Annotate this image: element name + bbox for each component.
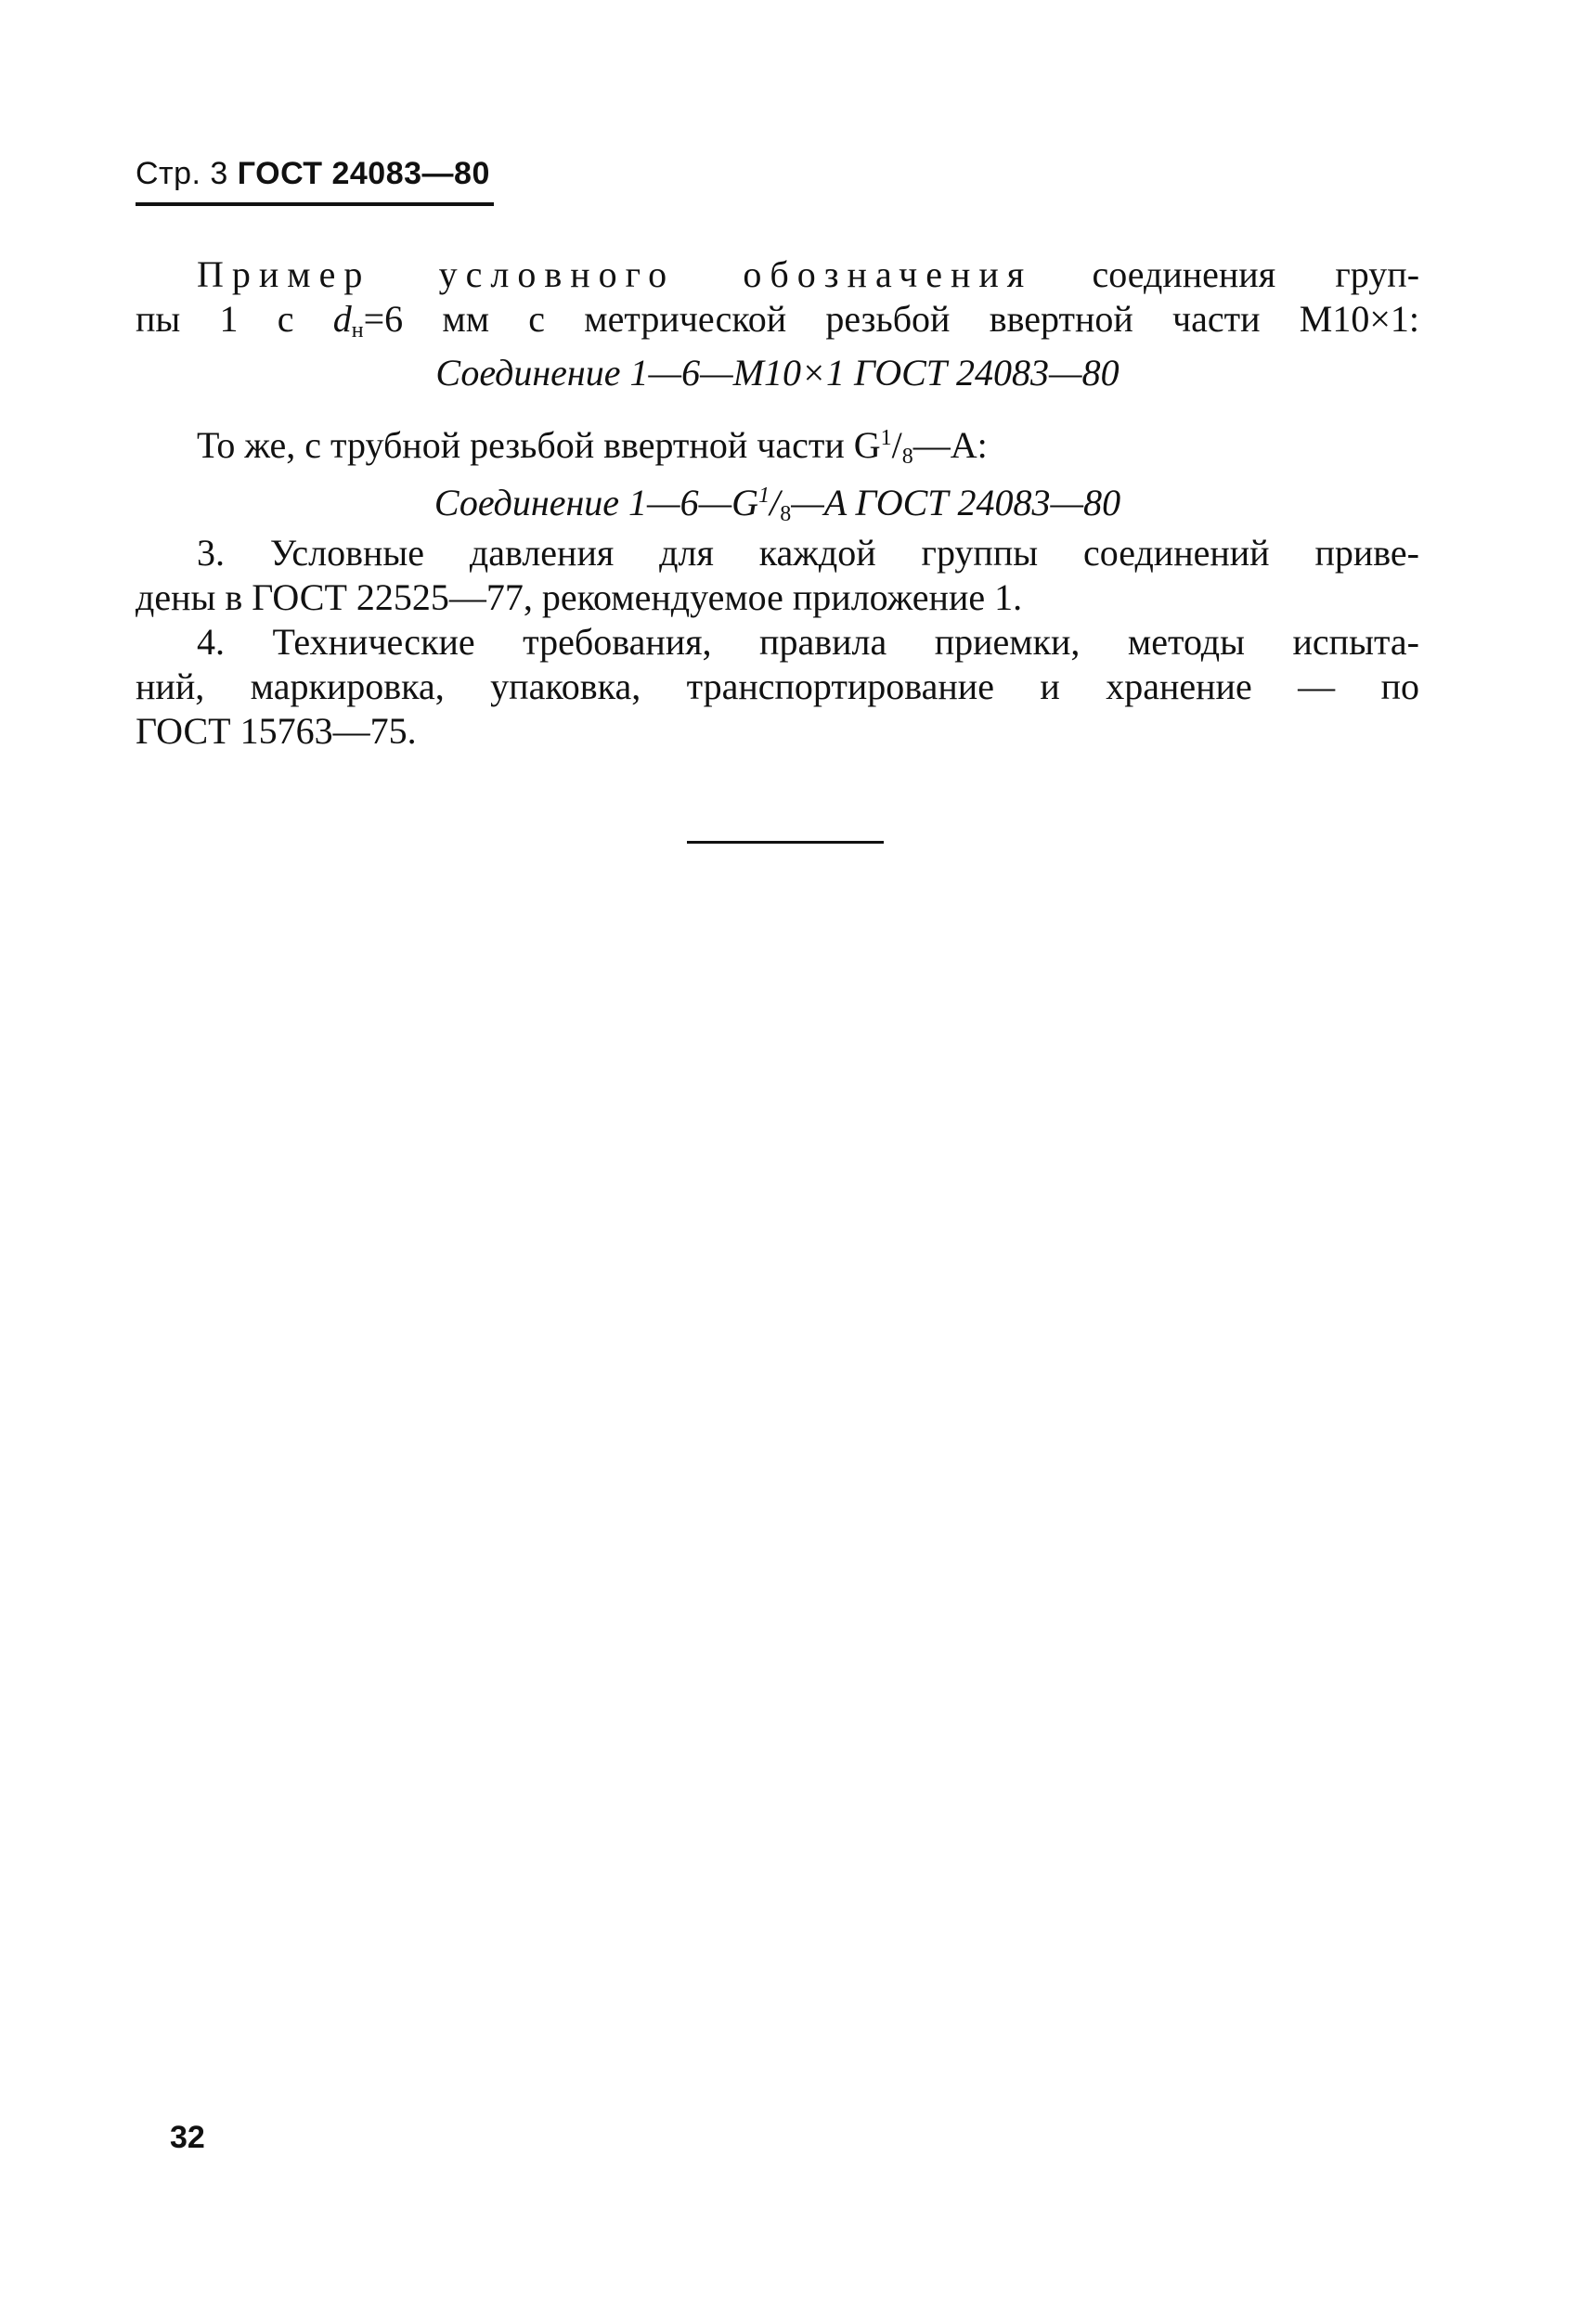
example-line-1: Пример условного обозначения соединения груп- (197, 253, 1420, 295)
clause-4-line-2: ний, маркировка, упаковка, транспортирование и хранение — по (136, 665, 1419, 707)
clause-4-line-1: 4. Технические требования, правила приемки, методы испыта- (197, 621, 1419, 663)
clause-3 (136, 531, 1419, 620)
header-rule (136, 202, 494, 206)
standard-number: ГОСТ 24083—80 (237, 156, 490, 191)
designation-metric: Соединение 1—6—M10×1 ГОСТ 24083—80 (435, 352, 1120, 394)
example-line-2: пы 1 с $d_н=6$ мм с метрической резьбой ввертной части M10×1: (136, 298, 1419, 342)
clause-4 (136, 620, 1419, 754)
running-head (136, 156, 490, 192)
page-number: 32 (170, 2120, 205, 2155)
clause-4-line-3: ГОСТ 15763—75. (136, 710, 417, 752)
page-label: Стр. 3 (136, 156, 228, 191)
example-paragraph (136, 252, 1419, 353)
clause-3-line-1: 3. Условные давления для каждой группы соединений приве- (197, 532, 1419, 574)
pipe-thread-intro: То же, с трубной резьбой ввертной части $G^1/_8—A$: (197, 424, 988, 469)
designation-pipe: Соединение $1—6—G^1/_8—A$ ГОСТ 24083—80 (434, 482, 1121, 526)
end-rule (687, 841, 884, 844)
clause-3-line-2: дены в ГОСТ 22525—77, рекомендуемое приложение 1. (136, 576, 1023, 618)
